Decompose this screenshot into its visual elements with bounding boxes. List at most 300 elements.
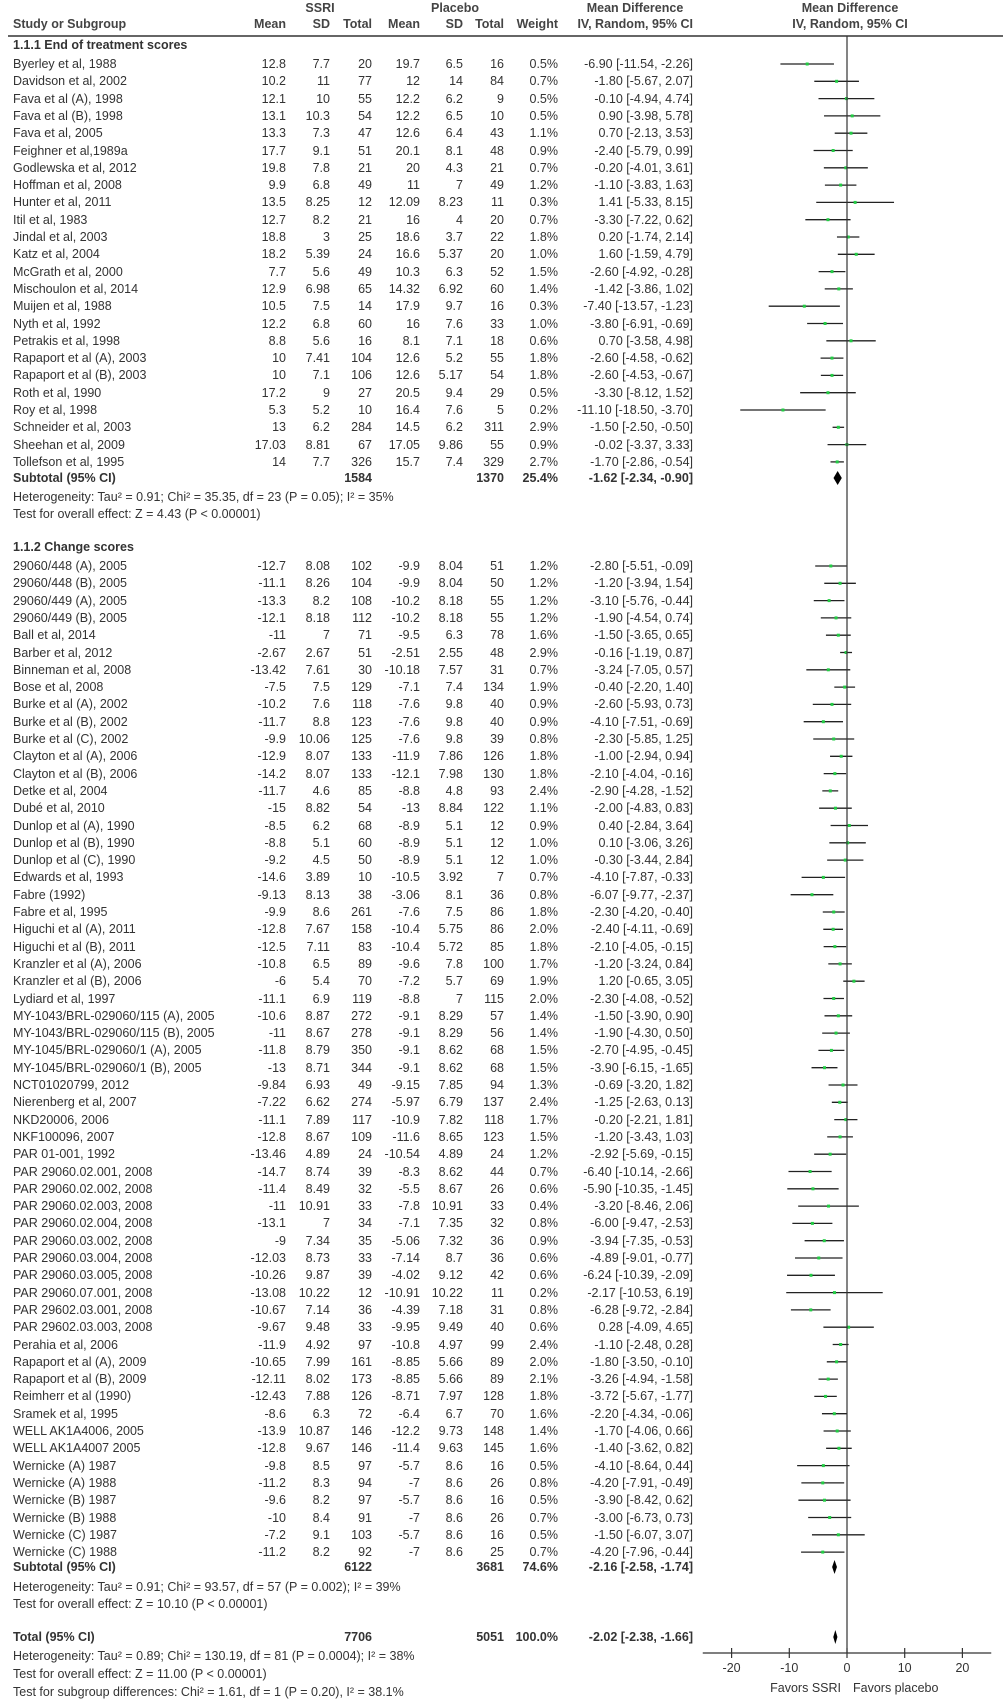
cell-sd2: 10.22 [431, 1285, 463, 1300]
point-estimate-marker [854, 201, 857, 204]
cell-n1: 146 [351, 1424, 372, 1438]
cell-m2: -10.2 [391, 610, 420, 625]
cell-m1: 13.1 [261, 108, 286, 123]
cell-w: 1.8% [529, 905, 558, 919]
cell-sd1: 5.6 [312, 264, 330, 279]
point-estimate-marker [830, 1049, 833, 1052]
cell-w: 2.1% [529, 1372, 558, 1387]
cell-w: 1.6% [529, 628, 558, 643]
cell-m2: 18.6 [395, 230, 420, 244]
cell-n2: 51 [490, 559, 504, 573]
cell-m1: -7.22 [257, 1095, 286, 1110]
cell-n1: 36 [358, 1302, 372, 1317]
cell-m2: -5.97 [391, 1095, 420, 1110]
cell-sd2: 8.23 [438, 195, 463, 210]
study-name: Wernicke (A) 1987 [13, 1458, 117, 1473]
cell-n2: 10 [490, 108, 504, 123]
cell-w: 0.3% [529, 195, 558, 210]
cell-m2: -8.3 [398, 1164, 420, 1179]
cell-m1: -12.11 [251, 1372, 286, 1387]
cell-n2: 16 [490, 57, 504, 71]
cell-n1: 33 [358, 1199, 372, 1214]
cell-m2: -12.2 [391, 1424, 420, 1438]
cell-m2: -7.6 [398, 732, 420, 746]
cell-sd1: 7.6 [312, 697, 330, 712]
cell-sd1: 3 [323, 230, 330, 244]
point-estimate-marker [832, 738, 835, 741]
cell-sd2: 2.55 [438, 645, 463, 660]
cell-w: 1.8% [529, 749, 558, 764]
cell-ci: -0.16 [-1.19, 0.87] [594, 645, 693, 660]
cell-sd2: 5.17 [438, 368, 463, 383]
cell-sd2: 6.92 [438, 281, 463, 296]
cell-m2: -5.5 [398, 1181, 420, 1196]
cell-m2: -9.95 [391, 1320, 420, 1335]
cell-ci: -2.70 [-4.95, -0.45] [590, 1043, 693, 1058]
cell-n1: 103 [351, 1527, 372, 1542]
cell-sd1: 7.41 [305, 351, 330, 366]
cell-m2: -7 [408, 1510, 420, 1525]
cell-w: 1.4% [529, 1424, 558, 1438]
cell-ci: -2.30 [-5.85, 1.25] [594, 732, 693, 746]
cell-m2: -8.9 [398, 835, 420, 850]
cell-sd2: 6.4 [445, 126, 463, 141]
cell-m1: -11.1 [258, 576, 286, 591]
point-estimate-marker [839, 1135, 842, 1138]
cell-w: 1.2% [529, 559, 558, 573]
cell-n2: 55 [490, 351, 504, 366]
cell-n2: 99 [490, 1337, 504, 1352]
ssri-group-header: SSRI [305, 1, 335, 15]
cell-m2: -10.8 [391, 1337, 420, 1352]
study-name: PAR 29060.02.002, 2008 [13, 1181, 153, 1196]
x-tick-label: 0 [843, 1661, 851, 1675]
cell-m2: -7.1 [398, 1216, 420, 1231]
study-name: Sheehan et al, 2009 [13, 437, 125, 452]
cell-m1: -11.1 [258, 991, 286, 1006]
cell-sd1: 8.2 [312, 1545, 330, 1560]
cell-ci: -0.20 [-4.01, 3.61] [594, 160, 693, 175]
cell-sd1: 7.7 [312, 57, 330, 71]
cell-n1: 278 [351, 1026, 372, 1041]
cell-w: 1.5% [529, 1129, 558, 1144]
cell-sd1: 8.87 [305, 1008, 330, 1023]
point-estimate-marker [833, 772, 836, 775]
cell-sd2: 7.35 [438, 1216, 463, 1231]
cell-ci: -4.10 [-8.64, 0.44] [594, 1458, 693, 1473]
cell-sd1: 8.4 [312, 1510, 330, 1525]
cell-sd1: 6.93 [305, 1078, 330, 1092]
study-name: Fabre et al, 1995 [13, 905, 108, 919]
cell-n2: 84 [490, 74, 504, 89]
cell-n1: 104 [351, 576, 372, 591]
cell-ci: -6.07 [-9.77, -2.37] [590, 887, 693, 902]
study-name: Sramek et al, 1995 [13, 1406, 118, 1421]
study-name: Burke et al (A), 2002 [13, 697, 128, 712]
cell-n1: 123 [351, 714, 372, 729]
cell-m1: -9 [274, 1233, 286, 1248]
cell-ci: -4.20 [-7.96, -0.44] [590, 1545, 693, 1560]
cell-n2: 25 [490, 1545, 504, 1560]
subtotal-2-diamond [832, 1560, 837, 1574]
cell-ci: -1.90 [-4.30, 0.50] [594, 1026, 693, 1041]
cell-sd2: 9.4 [445, 385, 463, 400]
cell-n1: 71 [358, 628, 372, 643]
cell-m2: -7 [408, 1545, 420, 1560]
point-estimate-marker [826, 391, 829, 394]
study-name: Fabre (1992) [13, 887, 86, 902]
cell-w: 2.9% [529, 645, 558, 660]
cell-ci: -2.60 [-4.92, -0.28] [590, 264, 693, 279]
cell-m2: 17.05 [388, 437, 420, 452]
cell-m2: 16.4 [395, 403, 420, 417]
cell-sd1: 10.87 [298, 1424, 330, 1438]
cell-m1: -11.7 [258, 783, 286, 798]
cell-n1: 50 [358, 853, 372, 868]
study-name: Detke et al, 2004 [13, 783, 108, 798]
cell-sd1: 5.4 [312, 974, 330, 989]
point-estimate-marker [827, 668, 830, 671]
cell-sd1: 7.34 [305, 1233, 330, 1248]
study-name: Wernicke (C) 1988 [13, 1545, 117, 1560]
point-estimate-marker [830, 270, 833, 273]
cell-m2: -8.8 [398, 783, 420, 798]
study-name: Wernicke (C) 1987 [13, 1527, 117, 1542]
cell-m1: -13 [267, 1060, 286, 1075]
point-estimate-marker [832, 149, 835, 152]
cell-sd1: 8.3 [312, 1475, 330, 1490]
cell-m1: 12.9 [261, 281, 286, 296]
cell-sd1: 11 [317, 74, 330, 89]
cell-sd2: 8.6 [445, 1458, 463, 1473]
cell-n1: 261 [351, 905, 372, 919]
cell-w: 0.4% [529, 1199, 558, 1214]
cell-m1: -9.13 [257, 887, 286, 902]
cell-n2: 68 [490, 1060, 504, 1075]
study-name: PAR 29602.03.003, 2008 [13, 1320, 153, 1335]
cell-ci: -0.20 [-2.21, 1.81] [594, 1112, 693, 1127]
point-estimate-marker [821, 1551, 824, 1554]
cell-w: 1.7% [529, 1112, 558, 1127]
cell-sd2: 7.6 [445, 403, 463, 417]
cell-m2: -7.2 [398, 974, 420, 989]
study-name: Roy et al, 1998 [13, 403, 98, 417]
study-name: Ball et al, 2014 [13, 628, 96, 643]
cell-n2: 130 [483, 766, 504, 781]
cell-n1: 60 [358, 316, 372, 331]
cell-n1: 39 [358, 1268, 372, 1283]
cell-m1: -2.67 [257, 645, 286, 660]
cell-m2: -11.9 [392, 749, 420, 764]
cell-sd1: 8.07 [305, 749, 330, 764]
cell-w: 1.2% [529, 576, 558, 591]
ssri-sd-header: SD [312, 17, 330, 31]
cell-m1: -9.8 [264, 1458, 286, 1473]
cell-n2: 68 [490, 1043, 504, 1058]
subtotal-1-n1: 1584 [344, 471, 372, 485]
cell-m1: -11.9 [258, 1337, 286, 1352]
cell-w: 1.8% [529, 766, 558, 781]
cell-n2: 89 [490, 1354, 504, 1369]
cell-m1: -6 [274, 974, 286, 989]
cell-n1: 92 [358, 1545, 372, 1560]
cell-n2: 49 [490, 178, 504, 193]
cell-sd1: 3.89 [305, 870, 330, 885]
cell-sd2: 9.49 [438, 1320, 463, 1335]
point-estimate-marker [830, 374, 833, 377]
study-name: Higuchi et al (A), 2011 [13, 922, 136, 937]
cell-w: 0.9% [529, 818, 558, 833]
cell-m1: -12.8 [257, 1129, 286, 1144]
study-name: Wernicke (A) 1988 [13, 1475, 117, 1490]
cell-n2: 5 [497, 403, 504, 417]
study-name: Byerley et al, 1988 [13, 57, 117, 71]
cell-n2: 128 [483, 1389, 504, 1404]
study-name: Edwards et al, 1993 [13, 870, 124, 885]
cell-n1: 83 [358, 939, 372, 954]
x-tick-label: 20 [955, 1661, 970, 1675]
study-name: Jindal et al, 2003 [13, 230, 108, 244]
study-name: Fava et al (B), 1998 [13, 108, 123, 123]
cell-sd2: 7 [456, 991, 463, 1006]
point-estimate-marker [835, 616, 838, 619]
point-estimate-marker [833, 945, 836, 948]
study-name: NCT01020799, 2012 [13, 1078, 130, 1092]
cell-sd1: 8.2 [312, 212, 330, 227]
cell-ci: -0.30 [-3.44, 2.84] [594, 853, 693, 868]
cell-m2: -7.1 [398, 680, 420, 695]
cell-m2: -8.9 [398, 853, 420, 868]
cell-sd1: 8.5 [312, 1458, 330, 1473]
cell-n2: 145 [483, 1441, 504, 1456]
cell-ci: -3.30 [-8.12, 1.52] [594, 385, 693, 400]
study-name: PAR 29060.03.002, 2008 [13, 1233, 153, 1248]
cell-w: 0.5% [529, 91, 558, 106]
cell-sd1: 8.74 [305, 1164, 330, 1179]
cell-m1: 12.2 [261, 316, 286, 331]
cell-sd2: 3.7 [445, 230, 463, 244]
study-name: Kranzler et al (B), 2006 [13, 974, 142, 989]
overall-effect-1: Test for overall effect: Z = 4.43 (P < 0.00001) [13, 507, 261, 521]
cell-m2: -9.9 [398, 559, 420, 573]
cell-w: 1.3% [529, 1078, 558, 1092]
total-n2: 5051 [476, 1630, 504, 1644]
cell-m2: -10.91 [384, 1285, 420, 1300]
cell-w: 2.0% [529, 922, 558, 937]
cell-sd1: 5.39 [305, 247, 330, 262]
cell-w: 1.1% [529, 126, 558, 141]
cell-sd2: 7 [456, 178, 463, 193]
cell-sd1: 8.07 [305, 766, 330, 781]
cell-sd2: 5.66 [438, 1354, 463, 1369]
study-name: NKD20006, 2006 [13, 1112, 109, 1127]
study-name: Wernicke (B) 1987 [13, 1493, 117, 1508]
cell-m2: -10.5 [391, 870, 420, 885]
cell-ci: -3.10 [-5.76, -0.44] [590, 593, 693, 608]
cell-sd1: 7.89 [305, 1112, 330, 1127]
cell-m1: 18.2 [261, 247, 286, 262]
cell-n2: 31 [490, 662, 504, 677]
cell-ci: 1.60 [-1.59, 4.79] [598, 247, 693, 262]
cell-sd1: 9.1 [312, 143, 330, 158]
point-estimate-marker [823, 1066, 826, 1069]
cell-m2: 15.7 [395, 454, 420, 469]
cell-m1: -10.65 [250, 1354, 286, 1369]
cell-n2: 20 [490, 212, 504, 227]
cell-m2: 20 [406, 160, 420, 175]
cell-sd1: 8.81 [305, 437, 330, 452]
cell-w: 0.7% [529, 74, 558, 89]
cell-m1: 18.8 [261, 230, 286, 244]
cell-sd2: 7.82 [438, 1112, 463, 1127]
study-name: Hoffman et al, 2008 [13, 178, 122, 193]
cell-ci: 0.40 [-2.84, 3.64] [598, 818, 693, 833]
cell-sd1: 7.3 [312, 126, 330, 141]
cell-m1: -11.2 [258, 1475, 286, 1490]
cell-sd1: 4.6 [312, 783, 330, 798]
cell-n2: 39 [490, 732, 504, 746]
cell-w: 1.6% [529, 1441, 558, 1456]
cell-ci: -1.70 [-4.06, 0.66] [594, 1424, 693, 1438]
cell-w: 0.9% [529, 143, 558, 158]
cell-m2: -8.9 [398, 818, 420, 833]
study-name: WELL AK1A4006, 2005 [13, 1424, 144, 1438]
cell-ci: -1.40 [-3.62, 0.82] [594, 1441, 693, 1456]
cell-w: 1.6% [529, 1406, 558, 1421]
study-name: Reimherr et al (1990) [13, 1389, 132, 1404]
total-n1: 7706 [344, 1630, 372, 1644]
cell-ci: -1.10 [-2.48, 0.28] [594, 1337, 693, 1352]
cell-m1: -11.2 [258, 1545, 286, 1560]
subtotal-2-weight: 74.6% [522, 1560, 558, 1574]
cell-n2: 33 [490, 1199, 504, 1214]
cell-sd1: 8.8 [312, 714, 330, 729]
cell-n1: 89 [358, 956, 372, 971]
cell-sd1: 8.26 [305, 576, 330, 591]
cell-n1: 94 [358, 1475, 372, 1490]
cell-ci: 1.41 [-5.33, 8.15] [598, 195, 693, 210]
cell-m2: -9.1 [398, 1026, 420, 1041]
cell-w: 1.4% [529, 1026, 558, 1041]
cell-n1: 326 [351, 454, 372, 469]
cell-w: 0.7% [529, 1545, 558, 1560]
cell-n2: 31 [490, 1302, 504, 1317]
study-name: Binneman et al, 2008 [13, 662, 132, 677]
cell-sd2: 6.3 [445, 628, 463, 643]
study-name: Higuchi et al (B), 2011 [13, 939, 136, 954]
cell-ci: -1.20 [-3.94, 1.54] [594, 576, 693, 591]
cell-w: 1.1% [529, 801, 558, 816]
cell-m1: -11.8 [258, 1043, 286, 1058]
point-estimate-marker [837, 1447, 840, 1450]
study-name: Kranzler et al (A), 2006 [13, 956, 142, 971]
point-estimate-marker [817, 1257, 820, 1260]
cell-w: 1.0% [529, 316, 558, 331]
cell-n1: 51 [358, 143, 372, 158]
cell-m2: 16 [406, 316, 420, 331]
subtotal-1-n2: 1370 [476, 471, 504, 485]
cell-ci: -3.24 [-7.05, 0.57] [594, 662, 693, 677]
cell-w: 1.2% [529, 593, 558, 608]
cell-sd2: 8.62 [438, 1164, 463, 1179]
cell-sd2: 7.32 [438, 1233, 463, 1248]
cell-w: 1.5% [529, 264, 558, 279]
cell-m1: -13.9 [257, 1424, 286, 1438]
cell-n1: 34 [358, 1216, 372, 1231]
cell-sd1: 6.9 [312, 991, 330, 1006]
cell-sd1: 7.67 [305, 922, 330, 937]
cell-n1: 274 [351, 1095, 372, 1110]
cell-w: 1.0% [529, 247, 558, 262]
cell-m2: -9.1 [398, 1043, 420, 1058]
cell-ci: -3.20 [-8.46, 2.06] [594, 1199, 693, 1214]
cell-m2: -5.06 [391, 1233, 420, 1248]
cell-n2: 94 [490, 1078, 504, 1092]
cell-n1: 70 [358, 974, 372, 989]
cell-n1: 350 [351, 1043, 372, 1058]
cell-m1: -10.8 [257, 956, 286, 971]
subtotal-2-ci: -2.16 [-2.58, -1.74] [588, 1560, 693, 1574]
cell-n1: 125 [351, 732, 372, 746]
point-estimate-marker [823, 1239, 826, 1242]
point-estimate-marker [842, 1084, 845, 1087]
cell-sd2: 9.12 [438, 1268, 463, 1283]
cell-sd1: 9.48 [305, 1320, 330, 1335]
cell-sd2: 9.73 [438, 1424, 463, 1438]
cell-w: 2.0% [529, 1354, 558, 1369]
cell-n1: 158 [351, 922, 372, 937]
study-name: Itil et al, 1983 [13, 212, 88, 227]
cell-ci: -0.10 [-4.94, 4.74] [594, 91, 693, 106]
cell-n2: 18 [490, 333, 504, 348]
cell-ci: -0.02 [-3.37, 3.33] [594, 437, 693, 452]
placebo-sd-header: SD [445, 17, 463, 31]
cell-m2: -4.02 [391, 1268, 420, 1283]
cell-m1: 10 [272, 351, 286, 366]
cell-m2: 16.6 [395, 247, 420, 262]
cell-n1: 102 [351, 559, 372, 573]
cell-n2: 89 [490, 1372, 504, 1387]
cell-n1: 126 [351, 1389, 372, 1404]
cell-sd2: 8.67 [438, 1181, 463, 1196]
cell-m2: -10.54 [384, 1147, 420, 1162]
cell-sd2: 8.6 [445, 1510, 463, 1525]
overall-effect-2: Test for overall effect: Z = 10.10 (P < 0.00001) [13, 1597, 268, 1611]
cell-m1: 17.7 [261, 143, 286, 158]
cell-sd2: 14 [449, 74, 463, 89]
subtotal-2-n1: 6122 [344, 1560, 372, 1574]
cell-sd1: 8.71 [305, 1060, 330, 1075]
cell-n2: 16 [490, 1493, 504, 1508]
cell-n2: 78 [490, 628, 504, 643]
study-column-header: Study or Subgroup [13, 17, 127, 31]
cell-m2: 12 [406, 74, 420, 89]
cell-sd2: 6.2 [445, 91, 463, 106]
cell-w: 1.8% [529, 368, 558, 383]
cell-w: 0.5% [529, 385, 558, 400]
subtotal-1-label: Subtotal (95% CI) [13, 471, 116, 485]
cell-ci: -4.10 [-7.87, -0.33] [590, 870, 693, 885]
point-estimate-marker [836, 460, 839, 463]
cell-sd1: 8.18 [305, 610, 330, 625]
cell-sd2: 6.5 [445, 57, 463, 71]
study-name: Clayton et al (A), 2006 [13, 749, 138, 764]
cell-m1: -10.67 [250, 1302, 286, 1317]
study-name: Fava et al, 2005 [13, 126, 103, 141]
cell-w: 0.7% [529, 870, 558, 885]
total-overall-effect: Test for overall effect: Z = 11.00 (P < 0.00001) [13, 1667, 267, 1681]
cell-ci: -0.69 [-3.20, 1.82] [594, 1078, 693, 1092]
